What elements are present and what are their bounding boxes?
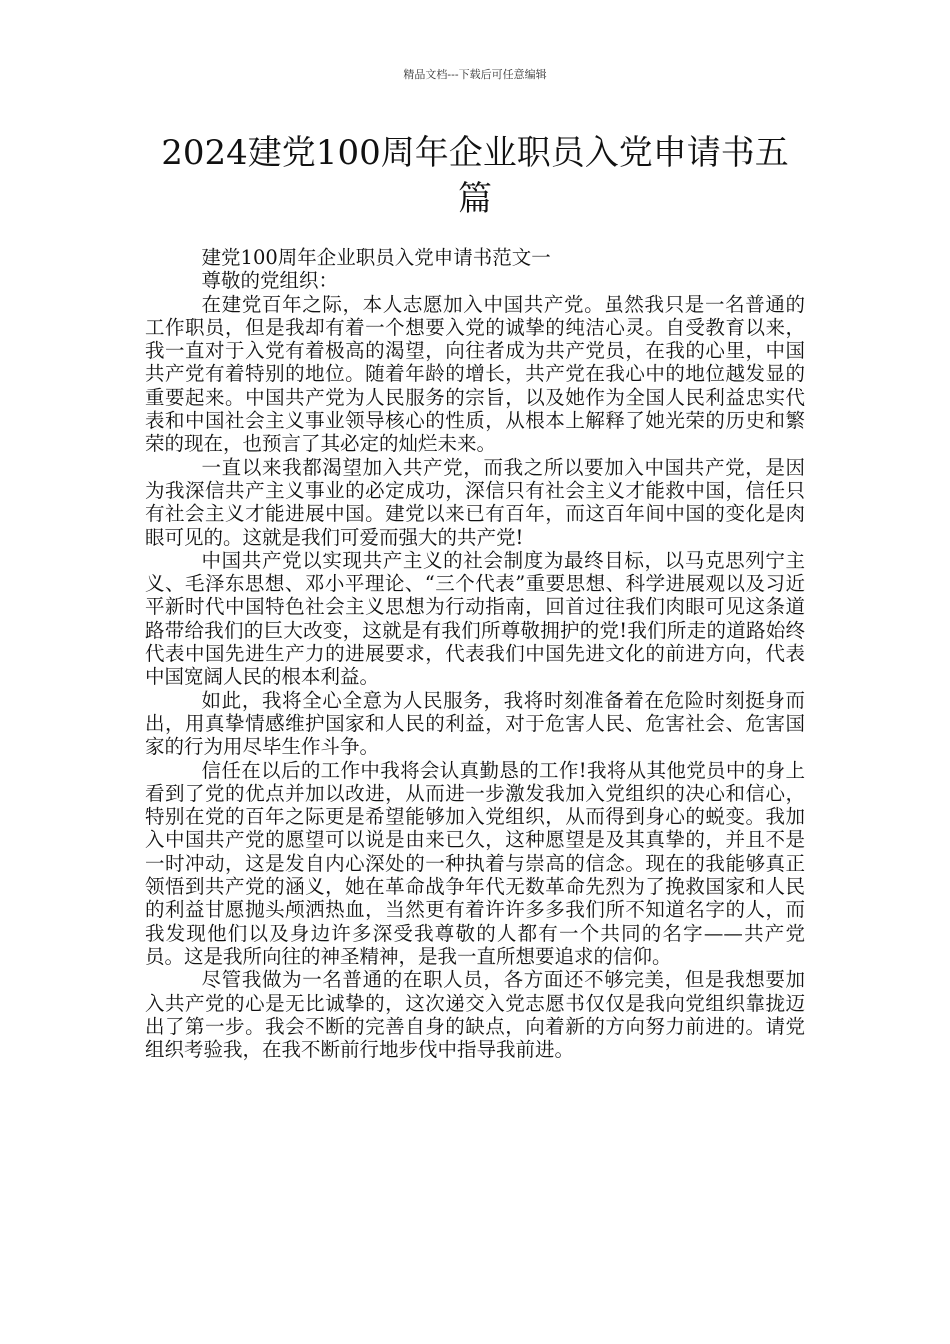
body-paragraph: 尽管我做为一名普通的在职人员，各方面还不够完美，但是我想要加入共产党的心是无比诚挚的，这次递交入党志愿书仅仅是我向党组织靠拢迈出了第一步。我会不断的完善自身的缺点，向着新的方向努力前进的。请党组织考验我，在我不断前行地步伐中指导我前进。: [145, 968, 805, 1062]
body-paragraph: 一直以来我都渴望加入共产党，而我之所以要加入中国共产党，是因为我深信共产主义事业的必定成功，深信只有社会主义才能救中国，信任只有社会主义才能进展中国。建党以来已有百年，而这百年间中国的变化是肉眼可见的。这就是我们可爱而强大的共产党!: [145, 455, 805, 549]
header-note: 精品文档---下载后可任意编辑: [403, 68, 547, 81]
section-heading: 建党100周年企业职员入党申请书范文一: [201, 246, 551, 269]
body-paragraph: 信任在以后的工作中我将会认真勤恳的工作!我将从其他党员中的身上看到了党的优点并加以改进，从而进一步激发我加入党组织的决心和信心，特别在党的百年之际更是希望能够加入党组织，从而得到身心的蜕变。我加入中国共产党的愿望可以说是由来已久，这种愿望是及其真挚的，并且不是一时冲动，这是发自内心深处的一种执着与崇高的信念。现在的我能够真正领悟到共产党的涵义，她在革命战争年代无数革命先烈为了挽救国家和人民的利益甘愿抛头颅洒热血，当然更有着许许多多我们所不知道名字的人，而我发现他们以及身边许多深受我尊敬的人都有一个共同的名字——共产党员。这是我所向往的神圣精神，是我一直所想要追求的信仰。: [145, 758, 805, 968]
document-body: [145, 246, 805, 1061]
body-paragraph: 在建党百年之际，本人志愿加入中国共产党。虽然我只是一名普通的工作职员，但是我却有着一个想要入党的诚挚的纯洁心灵。自受教育以来，我一直对于入党有着极高的渴望，向往者成为共产党员，在我的心里，中国共产党有着特别的地位。随着年龄的增长，共产党在我心中的地位越发显的重要起来。中国共产党为人民服务的宗旨，以及她作为全国人民利益忠实代表和中国社会主义事业领导核心的性质，从根本上解释了她光荣的历史和繁荣的现在，也预言了其必定的灿烂未来。: [145, 292, 805, 456]
body-paragraph: 中国共产党以实现共产主义的社会制度为最终目标，以马克思列宁主义、毛泽东思想、邓小平理论、“三个代表”重要思想、科学进展观以及习近平新时代中国特色社会主义思想为行动指南，回首过往我们肉眼可见这条道路带给我们的巨大改变，这就是有我们所尊敬拥护的党!我们所走的道路始终代表中国先进生产力的进展要求，代表我们中国先进文化的前进方向，代表中国宽阔人民的根本利益。: [145, 548, 805, 689]
salutation: 尊敬的党组织：: [201, 269, 339, 293]
document-title: 2024建党100周年企业职员入党申请书五篇: [161, 133, 789, 219]
body-paragraph: 如此，我将全心全意为人民服务，我将时刻准备着在危险时刻挺身而出，用真挚情感维护国家和人民的利益，对于危害人民、危害社会、危害国家的行为用尽毕生作斗争。: [145, 688, 805, 759]
